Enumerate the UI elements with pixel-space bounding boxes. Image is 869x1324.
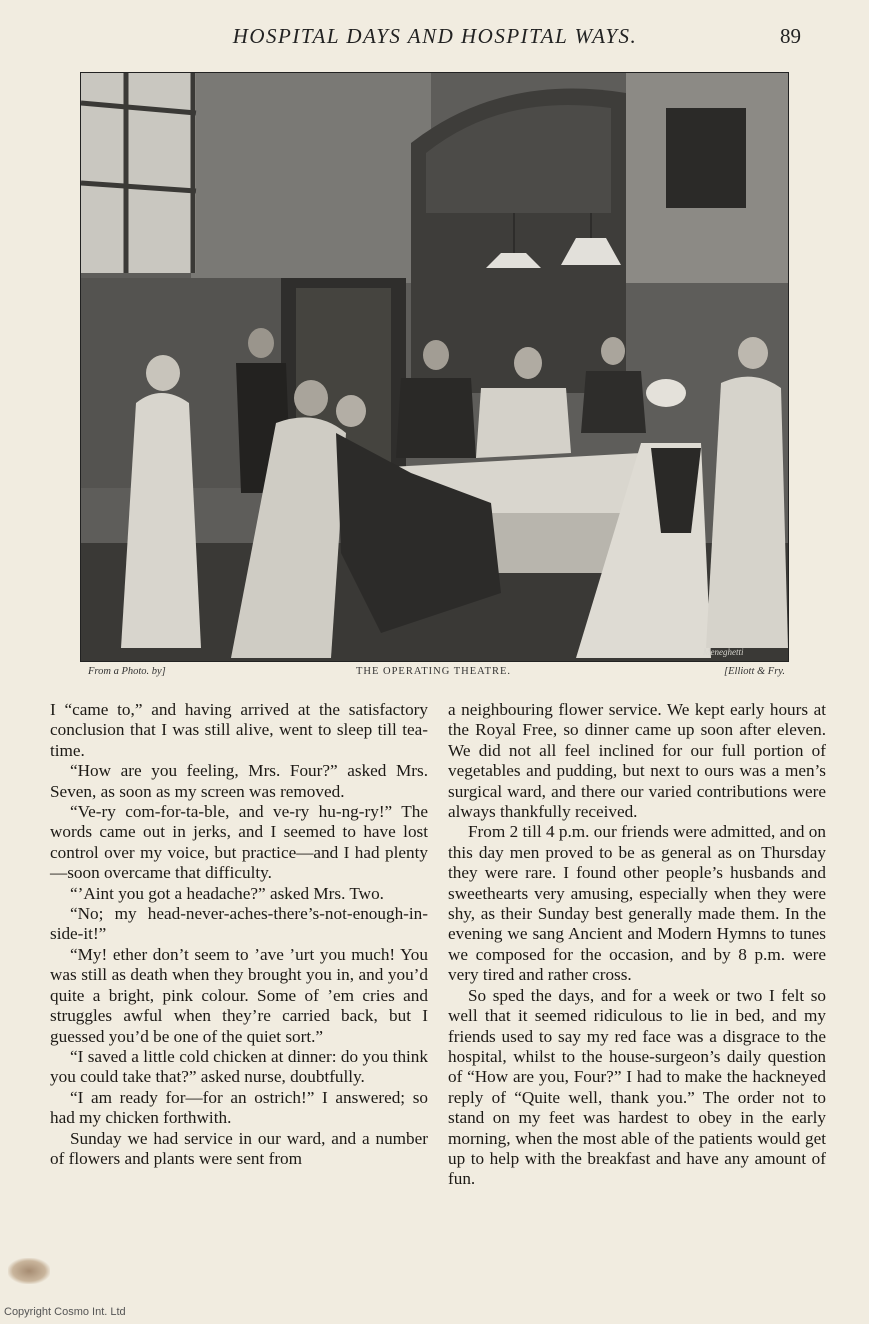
paragraph: From 2 till 4 p.m. our friends were admitted, and on this day men proved to be as general as on Thursday they were rare. I found other people’s husbands and sweethearts very amusing, especially when they were shy, as their Sunday best generally made them. In the evening we sang Ancient and Modern Hymns to tunes we composed for the occasion, and by 8 p.m. were very tired and rather cross.	[448, 822, 826, 985]
operating-theatre-photo	[80, 72, 789, 662]
paper-stain	[8, 1258, 50, 1284]
engraver-signature: Meneghetti	[703, 647, 744, 657]
text-column-right	[448, 700, 826, 1190]
paragraph: “’Aint you got a headache?” asked Mrs. Two.	[70, 883, 384, 903]
figure-caption	[80, 666, 787, 684]
caption-credit-left: From a Photo. by]	[88, 666, 166, 677]
page-number: 89	[780, 24, 801, 48]
caption-credit-right: [Elliott & Fry.	[724, 666, 785, 677]
paragraph: “Ve-ry com-for-ta-ble, and ve-ry hu-ng-ry!” The words came out in jerks, and I seemed to have lost control over my voice, but practice—and I had plenty—soon overcame that difficulty.	[50, 802, 428, 883]
paragraph: Sunday we had service in our ward, and a number of flowers and plants were sent from	[50, 1128, 428, 1168]
page-header	[0, 24, 869, 54]
paragraph: I “came to,” and having arrived at the satisfactory conclusion that I was still alive, went to sleep till tea-time.	[50, 700, 428, 760]
paragraph: “I saved a little cold chicken at dinner: do you think you could take that?” asked nurse, doubtfully.	[50, 1046, 428, 1087]
paragraph: a neighbouring flower service. We kept early hours at the Royal Free, so dinner came up soon after eleven. We did not all feel inclined for our full portion of vegetables and pudding, but next to ours was a men’s surgical ward, and there our varied contributions were always thankfully received.	[448, 700, 826, 822]
running-title: HOSPITAL DAYS AND HOSPITAL WAYS.	[232, 24, 638, 48]
paragraph: “My! ether don’t seem to ’ave ’urt you much! You was still as death when they brought you in, and you’d quite a bright, pink colour. Some of ’em cries and struggles awful when they’re carried back, but I guessed you’d be one of the quiet sort.”	[50, 944, 428, 1046]
paragraph: “I am ready for—for an ostrich!” I answered; so had my chicken forthwith.	[50, 1087, 428, 1128]
paragraph: “How are you feeling, Mrs. Four?” asked Mrs. Seven, as soon as my screen was removed.	[50, 761, 428, 801]
paragraph: “No; my head-never-aches-there’s-not-enough-in-side-it!”	[50, 904, 428, 944]
caption-title: THE OPERATING THEATRE.	[355, 666, 512, 677]
copyright-notice: Copyright Cosmo Int. Ltd	[4, 1306, 126, 1318]
text-column-left	[50, 700, 428, 1169]
paragraph: So sped the days, and for a week or two I felt so well that it seemed ridiculous to lie in bed, and my friends used to say my red face was a disgrace to the hospital, whilst to the house-surgeon’s daily question of “How are you, Four?” I had to make the hackneyed reply of “Quite well, thank you.” The order not to stand on my feet was hardest to obey in the early morning, when the most able of the patients would get up to help with the breakfast and have any amount of fun.	[448, 985, 826, 1189]
